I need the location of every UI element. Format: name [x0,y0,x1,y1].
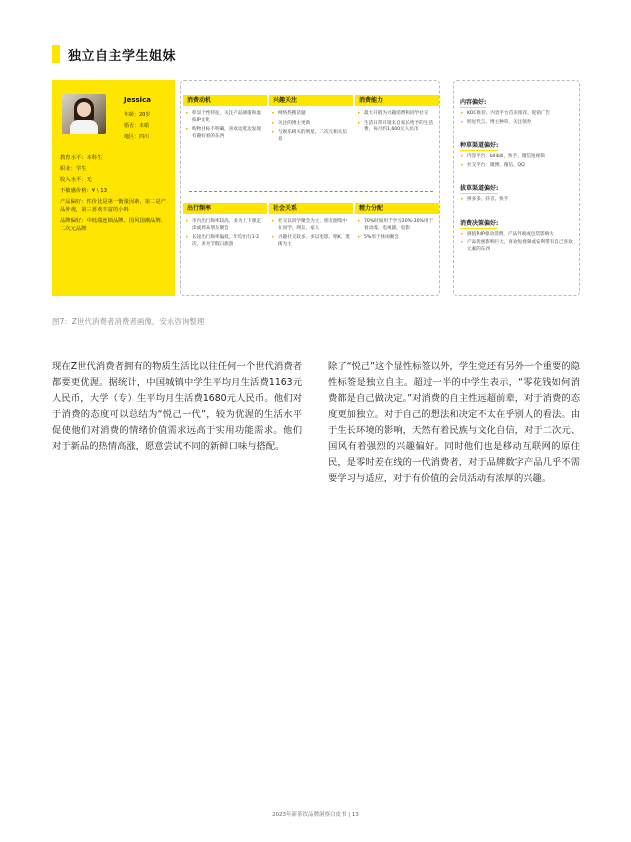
cell-frequency [183,203,267,251]
page-footer: 2023年新茶饮品牌洞察白皮书 | 13 [272,812,359,818]
list-item: ▸ 内容平台：bilibili、快手、微信短视频 [460,154,573,161]
list-item: ▸ 产品优惠影响巨大，喜欢短视频或安利带有自己喜欢元素的东西 [460,240,573,253]
cell-ability-title: 消费能力 [355,95,439,106]
list-item: ▸ 兴趣社交较多，多以电影、唱K、逛街为主 [269,235,353,248]
list-item: ▸ 最大开销为兴趣消费和同学社交 [355,111,439,118]
channel-preferences-panel [453,80,580,296]
title-accent-bar [52,45,60,63]
cell-motivation [183,95,267,143]
persona-region: 地区：四川 [124,134,150,140]
panel-divider [189,191,433,192]
cell-social [269,203,353,251]
persona-price-sensitivity: 不敏感价格：¥ \ 13 [60,188,108,194]
cell-energy [355,203,439,245]
persona-card [52,80,175,296]
seed-channel-title: 种草渠道偏好: [460,142,499,149]
cell-frequency-title: 出行频率 [183,203,267,214]
list-item: ▸ 生活日常开销未自家长给予的生活费，每月约1,600元人民币 [355,121,439,134]
seed-channel-block [460,132,573,169]
persona-marital: 婚否：未婚 [124,123,150,129]
body-paragraph-right: 除了“悦己”这个显性标签以外，学生党还有另外一个重要的隐性标签是独立自主。超过一半的中学生表示，“零花钱如何消费都是自己做决定。”对消费的自主性远超前辈，对于消费的态度更加独立。对于自己的想法和决定不太在乎别人的看法。由于生长环境的影响，天然有着民族与文化自信，对于二次元、国风有着强烈的兴趣偏好。同时他们也是移动互联网的原住民，是零时差在线的一代消费者，对于品牌数字产品几乎不需要学习与适应，对于有价值的会员活动有浓厚的兴趣。 [328,361,580,484]
cell-social-title: 社会关系 [269,203,353,214]
content-preference-title: 内容偏好: [460,99,487,106]
decision-preference-block [460,210,573,254]
figure-caption: 图7：Z世代消费者消费者画像，安永咨询整理 [52,317,205,326]
list-item: ▸ 社交平台：微博、微信、QQ [460,163,573,170]
cell-interests [269,95,353,146]
persona-brand-preference: 品牌偏好：中低端连锁品牌、国风国潮品牌、二次元品牌 [60,218,166,232]
list-item: ▸ 明星代言、博主种草、关注领券 [460,120,573,127]
persona-occupation: 职业：学生 [60,166,87,172]
content-preference-block [460,89,573,126]
decision-preference-title: 消费决策偏好: [460,219,499,227]
persona-age: 年龄：20岁 [124,112,151,118]
section-title [52,44,176,64]
list-item: ▸ 彰显个性特征，关注产品颜值和虚拟IP文化 [183,111,267,124]
cell-energy-title: 精力分配 [355,203,439,214]
cell-motivation-title: 消费动机 [183,95,267,106]
weed-channel-block [460,175,573,204]
list-item: ▸ 社交以同学聚会为主，朋友圈集中在同学、网友、家人 [269,219,353,232]
list-item: ▸ 购物目标不明确，喜欢边逛边发现有趣好看的东西 [183,127,267,140]
section-title-text: 独立自主学生姐妹 [68,48,177,64]
body-paragraph-left: 现在Z世代消费者拥有的物质生活比以往任何一个世代消费者都要更优渥。据统计，中国城镇中学生平均月生活费1163元人民币，大学（专）生平均月生活费1680元人民币。他们对于消费的态度可以总结为“悦己一代”，较为优渥的生活水平促使他们对消费的情绪价值需求远高于实用功能需求。他们对于新品的热情高涨，愿意尝试不同的新鲜口味与搭配。 [52,361,302,452]
persona-name: Jessica [124,96,151,104]
weed-channel-title: 拔草渠道偏好: [460,185,499,192]
list-item: ▸ 长途出行频率偏低，年均出行1-2次，多为节假日旅游 [183,235,267,248]
list-item: ▸ 70%时间用于学习20%-30%用于看动漫、电视剧、电影 [355,219,439,232]
persona-income: 收入水平：无 [60,177,92,183]
persona-details [60,154,170,236]
list-item: ▸ 关注的博主更新 [269,121,353,128]
list-item: ▸ 与娱乐相关的明星、二次元相关信息 [269,130,353,143]
persona-product-preference: 产品偏好：性价比是第一衡量因素，第二是产品外观，第三喜欢丰富的小料 [60,199,166,213]
cell-ability [355,95,439,137]
list-item: ▸ 市内出行频率较高，多为上下课走读或周末朋友聚会 [183,219,267,232]
list-item: ▸ 5%用于休闲聚会 [355,235,439,242]
cell-interests-title: 兴趣关注 [269,95,353,106]
list-item: ▸ 颜值和IP驱动消费，产品外观或包装影响大 [460,232,573,239]
list-item: ▸ 拼多多、抖音、快手 [460,197,573,204]
persona-attributes-panel [180,80,440,296]
list-item: ▸ KOC推荐、内容平台首页推荐、促销广告 [460,111,573,118]
list-item: ▸ 网络热搜话题 [269,111,353,118]
persona-education: 教育水平：本科生 [60,155,103,161]
persona-avatar [62,94,106,134]
